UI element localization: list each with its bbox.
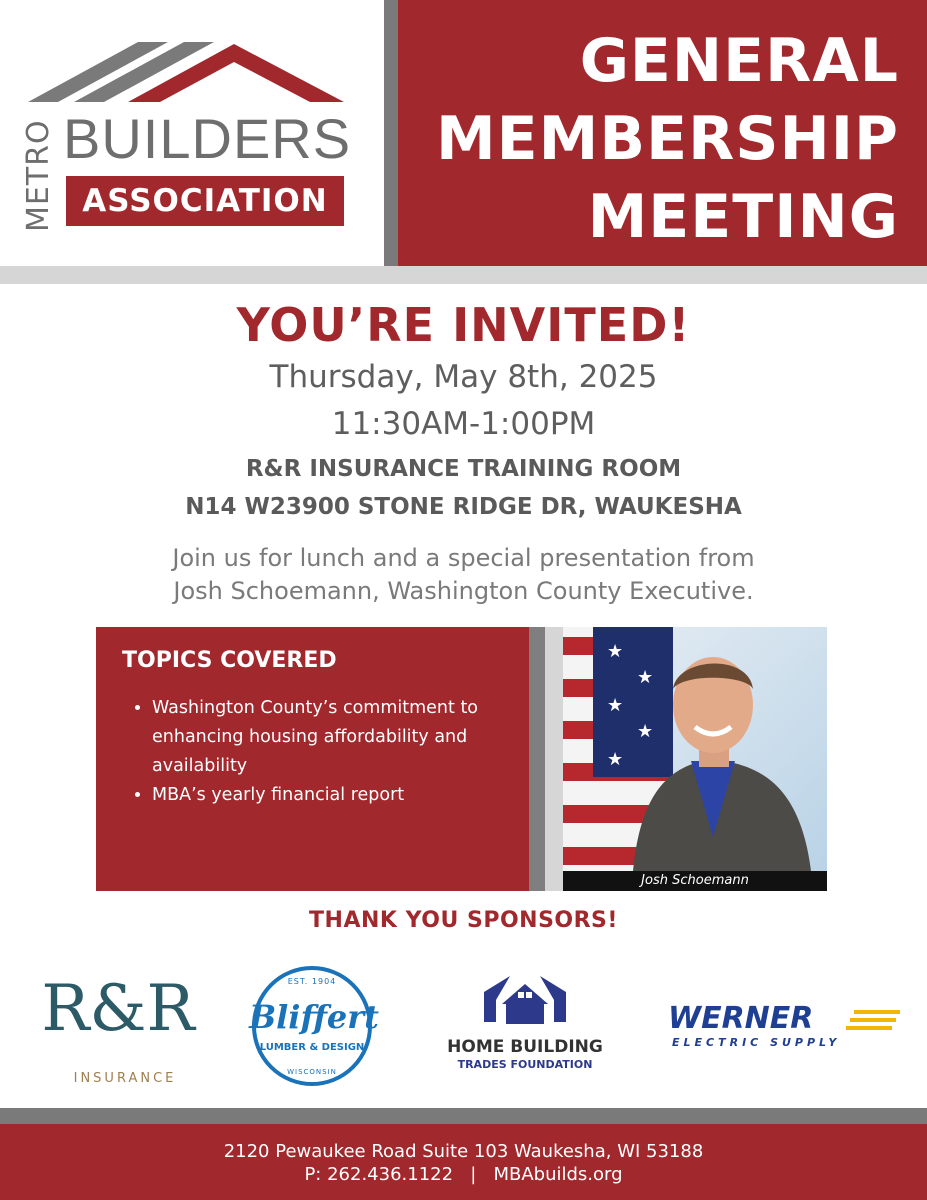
svg-text:★: ★ xyxy=(607,641,624,662)
svg-text:TRADES FOUNDATION: TRADES FOUNDATION xyxy=(457,1058,593,1071)
event-address: N14 W23900 STONE RIDGE DR, WAUKESHA xyxy=(185,494,742,520)
svg-text:★: ★ xyxy=(637,721,654,742)
svg-text:EST. 1904: EST. 1904 xyxy=(287,977,337,986)
association-wordmark: ASSOCIATION xyxy=(82,183,328,219)
invite-headline: YOU’RE INVITED! xyxy=(236,298,691,352)
topic-item: • Washington County’s commitment to enhancing housing affordability and availability xyxy=(152,694,547,781)
sponsors-heading: THANK YOU SPONSORS! xyxy=(309,908,618,933)
footer-contact: P: 262.436.1122 | MBAbuilds.org xyxy=(304,1164,623,1185)
svg-text:★: ★ xyxy=(637,667,654,688)
event-time: 11:30AM-1:00PM xyxy=(331,406,596,442)
logo-area xyxy=(0,0,384,266)
svg-text:HOME BUILDING: HOME BUILDING xyxy=(447,1037,603,1057)
event-description-line-2: Josh Schoemann, Washington County Executive. xyxy=(173,577,754,605)
title-line-2: MEMBERSHIP xyxy=(435,104,899,174)
event-venue: R&R INSURANCE TRAINING ROOM xyxy=(245,456,682,482)
hbtf-logo xyxy=(432,970,618,1074)
werner-logo xyxy=(668,998,904,1058)
event-description-line-1: Join us for lunch and a special presentation from xyxy=(172,544,755,572)
title-line-1: GENERAL xyxy=(579,26,899,96)
speaker-photo xyxy=(563,627,827,871)
speaker-photo-illustration xyxy=(563,627,827,871)
svg-text:LUMBER & DESIGN: LUMBER & DESIGN xyxy=(259,1042,365,1053)
title-line-3: MEETING xyxy=(587,182,899,252)
footer xyxy=(0,1124,927,1200)
svg-text:ELECTRIC SUPPLY: ELECTRIC SUPPLY xyxy=(672,1036,841,1049)
rr-insurance-logo xyxy=(41,958,195,1088)
bliffert-logo xyxy=(242,962,382,1090)
builders-wordmark: BUILDERS xyxy=(63,107,352,170)
footer-band xyxy=(0,1108,927,1124)
svg-text:WERNER: WERNER xyxy=(668,1001,814,1036)
svg-text:R&R: R&R xyxy=(41,972,195,1046)
roof-icon xyxy=(28,40,346,108)
page-title xyxy=(399,22,899,256)
topics-title: TOPICS COVERED xyxy=(122,648,337,673)
svg-text:METRO: METRO xyxy=(21,119,56,232)
svg-text:Bliffert: Bliffert xyxy=(249,998,379,1036)
photo-caption: Josh Schoemann xyxy=(563,871,827,891)
footer-address: 2120 Pewaukee Road Suite 103 Waukesha, WI 53188 xyxy=(223,1141,704,1162)
topics-list xyxy=(130,694,547,810)
divider-band xyxy=(0,266,927,284)
svg-text:★: ★ xyxy=(607,749,624,770)
header-divider xyxy=(384,0,398,266)
event-date: Thursday, May 8th, 2025 xyxy=(269,359,658,395)
svg-text:WISCONSIN: WISCONSIN xyxy=(287,1068,337,1076)
svg-text:INSURANCE: INSURANCE xyxy=(73,1071,177,1086)
metro-wordmark xyxy=(21,119,56,232)
topic-item: • MBA’s yearly financial report xyxy=(152,781,547,810)
topics-gap xyxy=(545,627,563,891)
svg-text:★: ★ xyxy=(607,695,624,716)
